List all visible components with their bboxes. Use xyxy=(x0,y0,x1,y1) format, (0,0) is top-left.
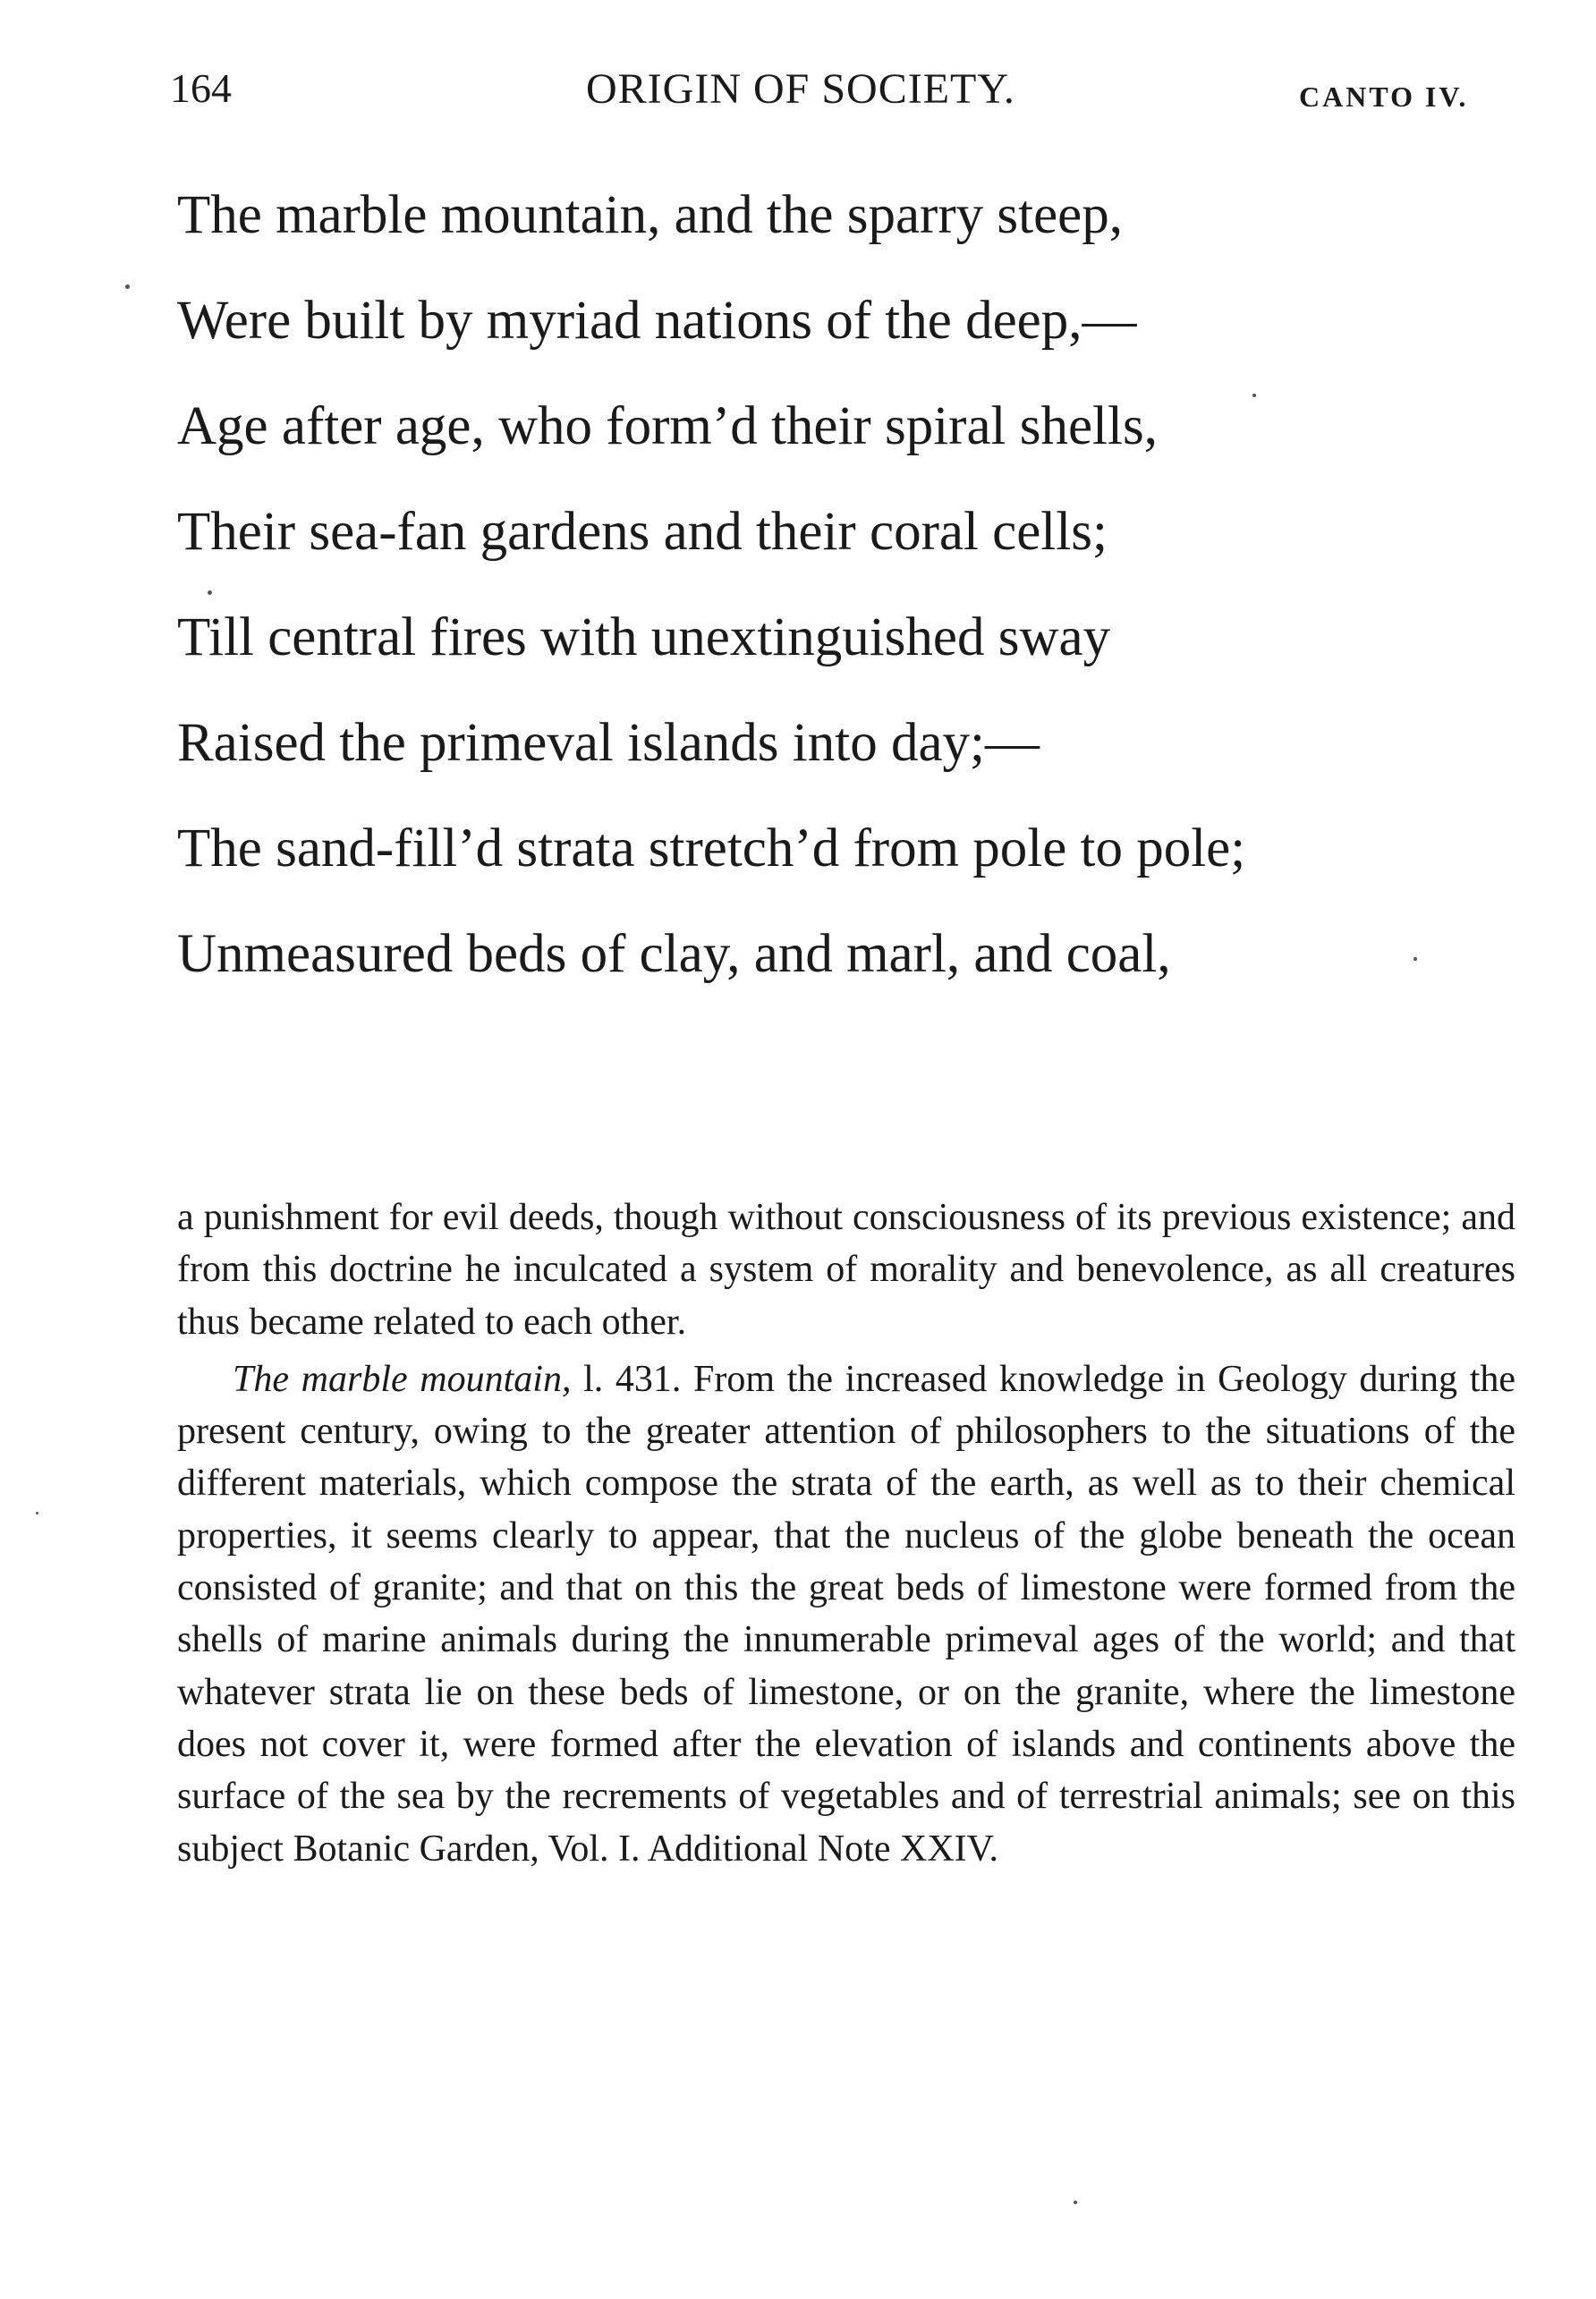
verse-line: Their sea-fan gardens and their coral cells; xyxy=(177,502,1108,562)
page-number: 164 xyxy=(170,65,232,111)
footnotes xyxy=(177,1192,1515,1875)
footnote-body: l. 431. From the increased knowledge in Geology during the present century, owing to the greater attention of philosophers to the situations of the different materials, which compose the strata of the earth, as well as to their chemical properties, it seems clearly to appear, that the nucleus of the globe beneath the ocean consisted of granite; and that on this the great beds of limestone were formed from the shells of marine animals during the innumerable primeval ages of the world; and that whatever strata lie on these beds of limestone, or on the granite, where the limestone does not cover it, were formed after the elevation of islands and continents above the surface of the sea by the recrements of vegetables and of terrestrial animals; see on this subject Botanic Garden, Vol. I. Additional Note XXIV. xyxy=(177,1358,1516,1870)
paper-speck xyxy=(208,590,212,595)
paper-speck xyxy=(1413,957,1417,961)
footnote-marble-mountain xyxy=(177,1353,1515,1875)
verse-line: The sand-fill’d strata stretch’d from pole to pole; xyxy=(177,819,1246,878)
paper-speck xyxy=(1074,2201,1077,2204)
verse-line: Were built by myriad nations of the deep,— xyxy=(177,291,1137,351)
paper-speck xyxy=(1252,394,1256,397)
verse-line: Age after age, who form’d their spiral shells, xyxy=(177,396,1158,456)
verse-line: Unmeasured beds of clay, and marl, and coal, xyxy=(177,924,1171,984)
paper-speck xyxy=(36,1512,38,1514)
verse-line: Raised the primeval islands into day;— xyxy=(177,713,1040,773)
footnote-reference: The marble mountain, xyxy=(233,1358,572,1400)
footnote-continued: a punishment for evil deeds, though without consciousness of its previous existence; and from this doctrine he inculcated a system of morality and benevolence, as all creatures thus became related to each other. xyxy=(177,1197,1515,1343)
verse-block xyxy=(177,175,1447,1020)
canto-label: CANTO IV. xyxy=(1299,81,1469,113)
verse-line: The marble mountain, and the sparry steep, xyxy=(177,185,1123,245)
verse-line: Till central fires with unextinguished sway xyxy=(177,607,1111,667)
running-title: ORIGIN OF SOCIETY. xyxy=(586,65,1015,113)
page-header xyxy=(170,64,1512,127)
paper-speck xyxy=(125,284,130,289)
